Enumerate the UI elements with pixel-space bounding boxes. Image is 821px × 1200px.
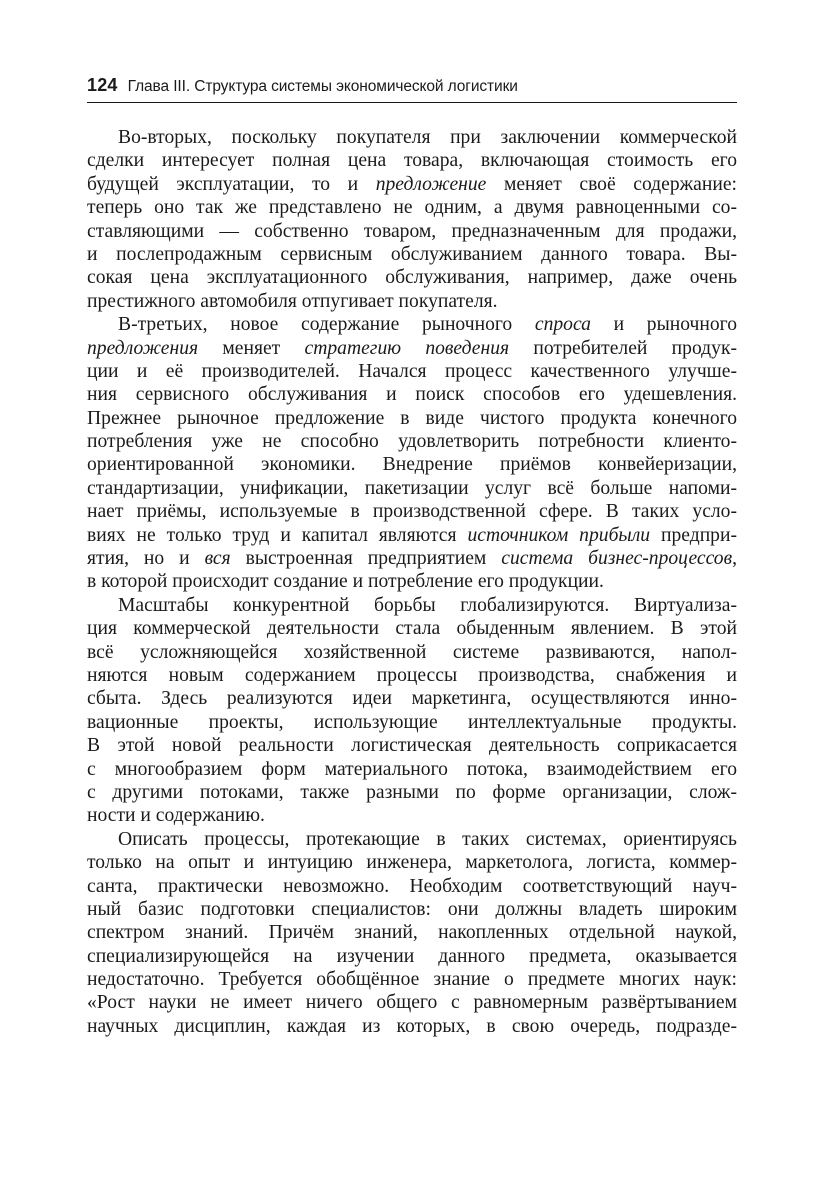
italic-term: предложение [375,173,487,195]
text-line: недостаточно. Требуется обобщённое знание о предмете многих наук: [87,969,737,991]
text-line: научных дисциплин, каждая из которых, в свою очередь, подразде- [87,1015,737,1037]
text-line: с другими потоками, также разными по форме организации, слож- [87,781,737,803]
italic-term: система бизнес-процессов [501,548,733,570]
text-line: потребления уже не способно удовлетворить потребности клиенто- [87,431,737,453]
text-line: и послепродажным сервисным обслуживанием данного товара. Вы- [87,243,737,265]
text-line: ния сервисного обслуживания и поиск способов его удешевления. [87,384,737,406]
text-line: ный базис подготовки специалистов: они должны владеть широким [87,898,737,920]
text-line: виях не только труд и капитал являются источником прибыли предпри- [87,524,737,546]
italic-term: стратегию поведения [304,337,510,359]
chapter-title: Глава III. Структура системы экономической логистики [127,78,518,95]
text-line: ции и её производителей. Начался процесс качественного улучше- [87,360,737,382]
text-line: сделки интересует полная цена товара, включающая стоимость его [87,150,737,172]
text-line: ция коммерческой деятельности стала обыденным явлением. В этой [87,618,737,640]
text-line: теперь оно так же представлено не одним, а двумя равноценными со- [87,197,737,219]
text-line: ставляющими — собственно товаром, предназначенным для продажи, [87,220,737,242]
text-line: нает приёмы, используемые в производственной сфере. В таких усло- [87,501,737,523]
body-text [87,126,737,1038]
page-number: 124 [87,75,118,95]
text-line: ориентированной экономики. Внедрение приёмов конвейеризации, [87,454,737,476]
text-line: В-третьих, новое содержание рыночного спроса и рыночного [118,314,737,336]
text-line: Масштабы конкурентной борьбы глобализируются. Виртуализа- [118,594,737,616]
text-line: сокая цена эксплуатационного обслуживания, например, даже очень [87,267,737,289]
italic-term: спроса [534,314,591,336]
text-line: специализирующейся на изучении данного предмета, оказывается [87,945,737,967]
text-line: ности и содержанию. [87,805,265,827]
text-line: няются новым содержанием процессы производства, снабжения и [87,664,737,686]
text-line: только на опыт и интуицию инженера, маркетолога, логиста, коммер- [87,852,737,874]
text-line: ятия, но и вся выстроенная предприятием система бизнес-процессов, [87,548,737,570]
text-line: с многообразием форм материального потока, взаимодействием его [87,758,737,780]
text-line: престижного автомобиля отпугивает покупателя. [87,290,498,312]
text-line: стандартизации, унификации, пакетизации услуг всё больше напоми- [87,477,737,499]
text-line: «Рост науки не имеет ничего общего с равномерным развёртыванием [87,992,737,1014]
text-line: сбыта. Здесь реализуются идеи маркетинга, осуществляются инно- [87,688,737,710]
text-line: вационные проекты, использующие интеллектуальные продукты. [87,711,737,733]
text-line: Во-вторых, поскольку покупателя при заключении коммерческой [118,127,737,148]
text-line: предложения меняет стратегию поведения потребителей продук- [87,337,737,359]
header-rule [87,102,737,103]
text-line: в которой происходит создание и потребление его продукции. [87,571,604,593]
italic-term: предложения [87,337,199,359]
running-header [87,75,737,96]
text-line: будущей эксплуатации, то и предложение меняет своё содержание: [87,173,737,195]
text-line: санта, практически невозможно. Необходим соответствующий науч- [87,875,737,897]
text-line: В этой новой реальности логистическая деятельность соприкасается [87,735,737,757]
text-line: Прежнее рыночное предложение в виде чистого продукта конечного [87,407,737,429]
text-line: всё усложняющейся хозяйственной системе развиваются, напол- [87,641,737,663]
italic-term: вся [204,548,231,570]
text-line: Описать процессы, протекающие в таких системах, ориентируясь [118,828,737,850]
italic-term: источником прибыли [467,524,651,546]
text-line: спектром знаний. Причём знаний, накопленных отдельной наукой, [87,922,737,944]
